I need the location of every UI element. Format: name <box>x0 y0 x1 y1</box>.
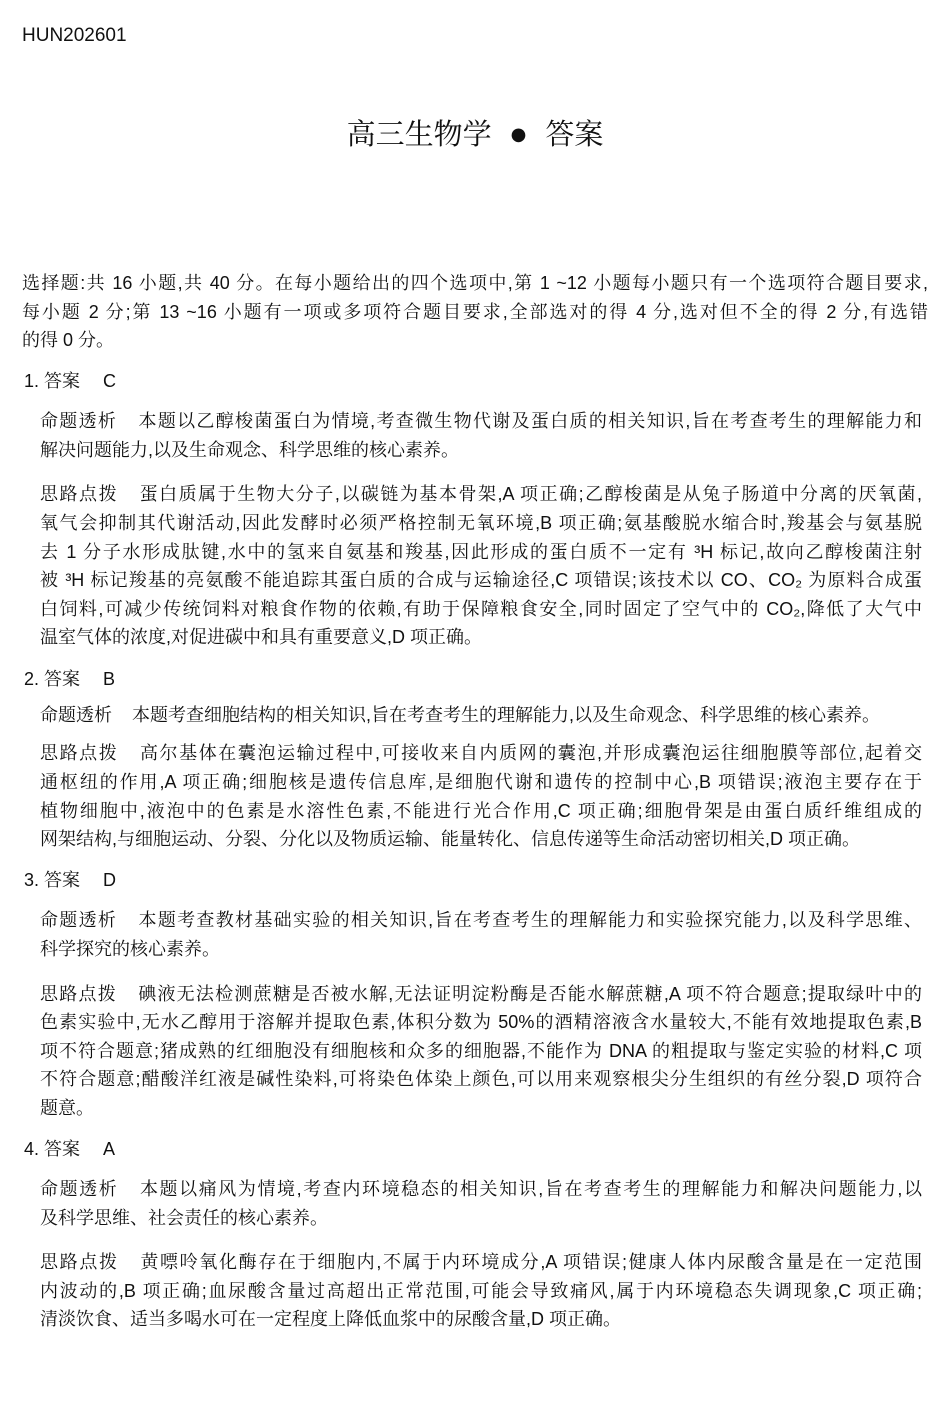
answer-item-2 <box>22 665 928 854</box>
reasoning-line: 被 ³H 标记羧基的亮氨酸不能追踪其蛋白质的合成与运输途径,C 项错误;该技术以 CO、CO₂ 为原料合成蛋 <box>40 570 922 591</box>
answer-item-3 <box>22 866 928 1122</box>
analysis-block <box>22 701 928 730</box>
reasoning-label: 思路点拨 <box>40 1252 119 1273</box>
analysis-block <box>22 906 928 963</box>
reasoning-label: 思路点拨 <box>40 743 119 764</box>
instructions-line: 选择题:共 16 小题,共 40 分。在每小题给出的四个选项中,第 1 ~12 小题每小题只有一个选项符合题目要求, <box>22 273 928 293</box>
page-title <box>0 115 950 159</box>
answer-line <box>22 367 928 396</box>
reasoning-line: 不符合题意;醋酸洋红液是碱性染料,可将染色体染上颜色,可以用来观察根尖分生组织的有丝分裂,D 项符合 <box>40 1069 922 1090</box>
answer-value: D <box>103 870 117 891</box>
analysis-line <box>40 701 922 730</box>
analysis-line <box>40 407 922 436</box>
reasoning-line <box>40 480 922 509</box>
reasoning-line: 植物细胞中,液泡中的色素是水溶性色素,不能进行光合作用,C 项正确;细胞骨架是由蛋白质纤维组成的 <box>40 800 922 821</box>
reasoning-line: 项不符合题意;猪成熟的红细胞没有细胞核和众多的细胞器,不能作为 DNA 的粗提取与鉴定实验的材料,C 项 <box>40 1040 922 1061</box>
analysis-text: 本题考查教材基础实验的相关知识,旨在考查考生的理解能力和实验探究能力,以及科学思维、 <box>137 910 922 931</box>
analysis-label: 命题透析 <box>40 704 112 725</box>
analysis-text: 本题考查细胞结构的相关知识,旨在考查考生的理解能力,以及生命观念、科学思维的核心素养。 <box>132 704 880 725</box>
reasoning-block <box>22 739 928 853</box>
reasoning-line: 去 1 分子水形成肽键,水中的氢来自氨基和羧基,因此形成的蛋白质不一定有 ³H 标记,故向乙醇梭菌注射 <box>40 541 922 562</box>
reasoning-line: 清淡饮食、适当多喝水可在一定程度上降低血浆中的尿酸含量,D 项正确。 <box>40 1309 621 1330</box>
answer-item-4 <box>22 1135 928 1334</box>
question-number: 4. <box>24 1139 40 1159</box>
document-code: HUN202601 <box>22 25 127 46</box>
reasoning-text: 蛋白质属于生物大分子,以碳链为基本骨架,A 项正确;乙醇梭菌是从兔子肠道中分离的厌氧菌, <box>138 484 923 505</box>
answer-value: A <box>103 1139 116 1159</box>
reasoning-block <box>22 480 928 652</box>
analysis-block <box>22 407 928 464</box>
reasoning-line: 内波动的,B 项正确;血尿酸含量过高超出正常范围,可能会导致痛风,属于内环境稳态失调现象,C 项正确; <box>40 1280 922 1301</box>
reasoning-text: 碘液无法检测蔗糖是否被水解,无法证明淀粉酶是否能水解蔗糖,A 项不符合题意;提取绿叶中的 <box>136 983 923 1004</box>
title-subject: 高三生物学 <box>346 119 492 151</box>
title-separator-dot-icon: ● <box>510 124 527 145</box>
answer-label: 答案 <box>44 668 81 689</box>
reasoning-block <box>22 980 928 1123</box>
reasoning-line: 白饲料,可减少传统饲料对粮食作物的依赖,有助于保障粮食安全,同时固定了空气中的 CO₂,降低了大气中 <box>40 598 922 619</box>
reasoning-line: 题意。 <box>40 1097 94 1118</box>
document-body <box>22 269 928 1334</box>
analysis-text: 本题以乙醇梭菌蛋白为情境,考查微生物代谢及蛋白质的相关知识,旨在考查考生的理解能力和 <box>137 411 922 432</box>
title-suffix: 答案 <box>545 119 604 151</box>
analysis-line: 解决问题能力,以及生命观念、科学思维的核心素养。 <box>40 439 459 460</box>
answer-label: 答案 <box>44 870 81 891</box>
analysis-line <box>40 906 922 935</box>
reasoning-line: 网架结构,与细胞运动、分裂、分化以及物质运输、能量转化、信息传递等生命活动密切相关,D 项正确。 <box>40 829 860 850</box>
analysis-label: 命题透析 <box>40 910 118 931</box>
answer-item-1 <box>22 367 928 652</box>
answer-label: 答案 <box>44 371 81 392</box>
analysis-line: 科学探究的核心素养。 <box>40 938 220 959</box>
section-instructions <box>22 269 928 355</box>
answer-line <box>22 665 928 694</box>
answer-line <box>22 866 928 895</box>
instructions-line: 每小题 2 分;第 13 ~16 小题有一项或多项符合题目要求,全部选对的得 4 分,选对但不全的得 2 分,有选错 <box>22 301 928 322</box>
reasoning-block <box>22 1248 928 1334</box>
question-number: 2. <box>24 668 40 689</box>
analysis-line: 及科学思维、社会责任的核心素养。 <box>40 1207 328 1228</box>
reasoning-line <box>40 739 922 768</box>
analysis-block <box>22 1175 928 1232</box>
analysis-label: 命题透析 <box>40 411 118 432</box>
reasoning-label: 思路点拨 <box>40 484 119 505</box>
reasoning-line <box>40 980 922 1009</box>
reasoning-text: 高尔基体在囊泡运输过程中,可接收来自内质网的囊泡,并形成囊泡运往细胞膜等部位,起着交 <box>138 743 923 764</box>
answer-value: C <box>103 371 117 392</box>
reasoning-line: 氧气会抑制其代谢活动,因此发酵时必须严格控制无氧环境,B 项正确;氨基酸脱水缩合时,羧基会与氨基脱 <box>40 513 922 534</box>
question-number: 1. <box>24 371 40 392</box>
reasoning-line: 通枢纽的作用,A 项正确;细胞核是遗传信息库,是细胞代谢和遗传的控制中心,B 项错误;液泡主要存在于 <box>40 772 922 793</box>
answer-value: B <box>103 668 116 689</box>
reasoning-text: 黄嘌呤氧化酶存在于细胞内,不属于内环境成分,A 项错误;健康人体内尿酸含量是在一定范围 <box>138 1252 923 1273</box>
question-number: 3. <box>24 870 40 891</box>
analysis-label: 命题透析 <box>40 1178 119 1199</box>
instructions-line: 的得 0 分。 <box>22 330 115 351</box>
reasoning-label: 思路点拨 <box>40 983 117 1004</box>
reasoning-line: 色素实验中,无水乙醇用于溶解并提取色素,体积分数为 50%的酒精溶液含水量较大,不能有效地提取色素,B <box>40 1012 922 1033</box>
reasoning-line <box>40 1248 922 1277</box>
answer-label: 答案 <box>44 1139 81 1159</box>
reasoning-line: 温室气体的浓度,对促进碳中和具有重要意义,D 项正确。 <box>40 627 482 648</box>
answer-line <box>22 1135 928 1164</box>
analysis-line <box>40 1175 922 1204</box>
analysis-text: 本题以痛风为情境,考查内环境稳态的相关知识,旨在考查考生的理解能力和解决问题能力,以 <box>138 1178 923 1199</box>
